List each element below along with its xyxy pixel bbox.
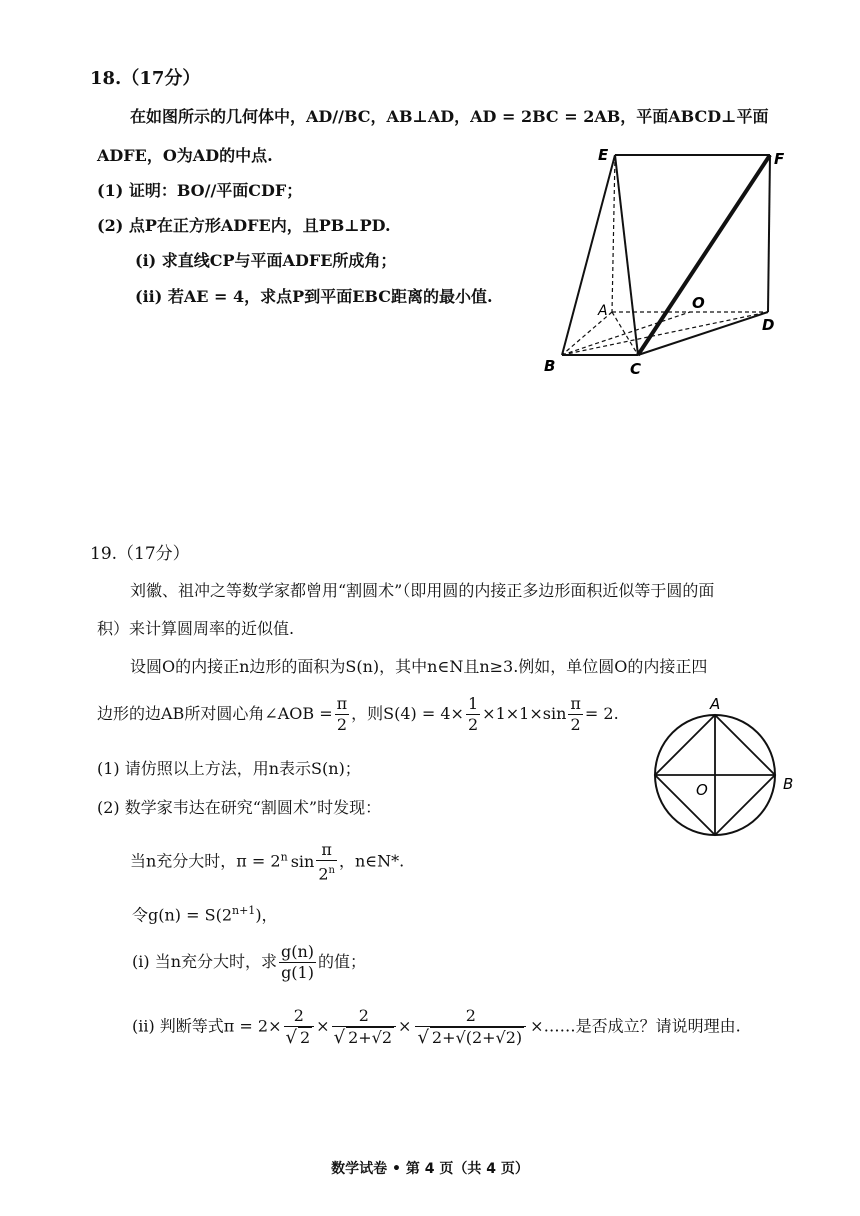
label-F: F bbox=[774, 150, 785, 168]
q18-header: 18.（17分） bbox=[90, 68, 201, 89]
q18-part1: (1) 证明：BO//平面CDF； bbox=[97, 181, 303, 200]
label-B: B bbox=[544, 357, 556, 375]
page-footer: 数学试卷 • 第 4 页（共 4 页） bbox=[331, 1161, 529, 1177]
q19-header: 19.（17分） bbox=[90, 544, 190, 564]
q19-line4-c: ×1×1×sin bbox=[482, 704, 567, 723]
circle-label-B: B bbox=[783, 775, 794, 793]
label-C: C bbox=[630, 360, 642, 378]
q19-circle-figure bbox=[650, 695, 810, 855]
q19-part2i: (i) 当n充分大时，求 $\frac{g(n)}{g(1)}$ 的值； bbox=[132, 942, 367, 982]
q19-part2ii: (ii) 判断等式π = 2× $\frac{2}{√ 2}$ × $\frac{2}{√ 2+√2}$ × $\frac{2}{√ 2+√(2+√2)}$ ×……是否成立？请说明理由. bbox=[132, 1006, 741, 1048]
q19-line4-b: ，则S(4) = 4× bbox=[351, 704, 464, 723]
fraction-pi-over-2: $\frac{\pi}{2}$ bbox=[336, 694, 348, 734]
fraction-pi-over-2-sin: $\frac{\pi}{2}$ bbox=[570, 694, 581, 734]
q19-line1: 刘徽、祖冲之等数学家都曾用“割圆术”（即用圆的内接正多边形面积近似等于圆的面 bbox=[130, 581, 715, 600]
q19-part1: (1) 请仿照以上方法，用n表示S(n)； bbox=[97, 759, 361, 778]
label-O: O bbox=[692, 294, 705, 312]
fraction-one-half: $\frac{1}{2}$ bbox=[467, 694, 479, 734]
q19-line2: 积）来计算圆周率的近似值. bbox=[97, 619, 295, 638]
label-E: E bbox=[598, 146, 609, 164]
q19-part2: (2) 数学家韦达在研究“割圆术”时发现： bbox=[97, 798, 382, 817]
q19-vieta-formula: 当n充分大时，$\pi = 2^n$ sin $\frac{\pi}{2^n}$ ，n∈N*. bbox=[130, 840, 405, 884]
q19-line4-a: 边形的边AB所对圆心角∠AOB = bbox=[97, 704, 333, 723]
q18-line1: 在如图所示的几何体中，AD//BC，AB⊥AD，AD = 2BC = 2AB，平面ABCD⊥平面 bbox=[130, 107, 769, 126]
q18-part2: (2) 点P在正方形ADFE内，且PB⊥PD. bbox=[97, 216, 391, 235]
circle-label-A: A bbox=[710, 695, 721, 713]
q19-line4 bbox=[97, 694, 619, 735]
circle-label-O: O bbox=[696, 781, 708, 799]
q18-part2i: (i) 求直线CP与平面ADFE所成角； bbox=[135, 251, 397, 270]
q18-part2ii: (ii) 若AE = 4，求点P到平面EBC距离的最小值. bbox=[135, 287, 493, 306]
label-D: D bbox=[762, 316, 775, 334]
q19-line3: 设圆O的内接正n边形的面积为S(n)，其中n∈N且n≥3.例如，单位圆O的内接正四 bbox=[130, 657, 708, 676]
label-A: A bbox=[598, 303, 608, 319]
q19-define-g: 令$g(n) = S(2^{n+1})$， bbox=[132, 904, 278, 925]
q18-line2: ADFE，O为AD的中点. bbox=[97, 146, 273, 165]
q18-solid-figure bbox=[540, 140, 790, 380]
q19-line4-d: = 2. bbox=[584, 704, 619, 723]
